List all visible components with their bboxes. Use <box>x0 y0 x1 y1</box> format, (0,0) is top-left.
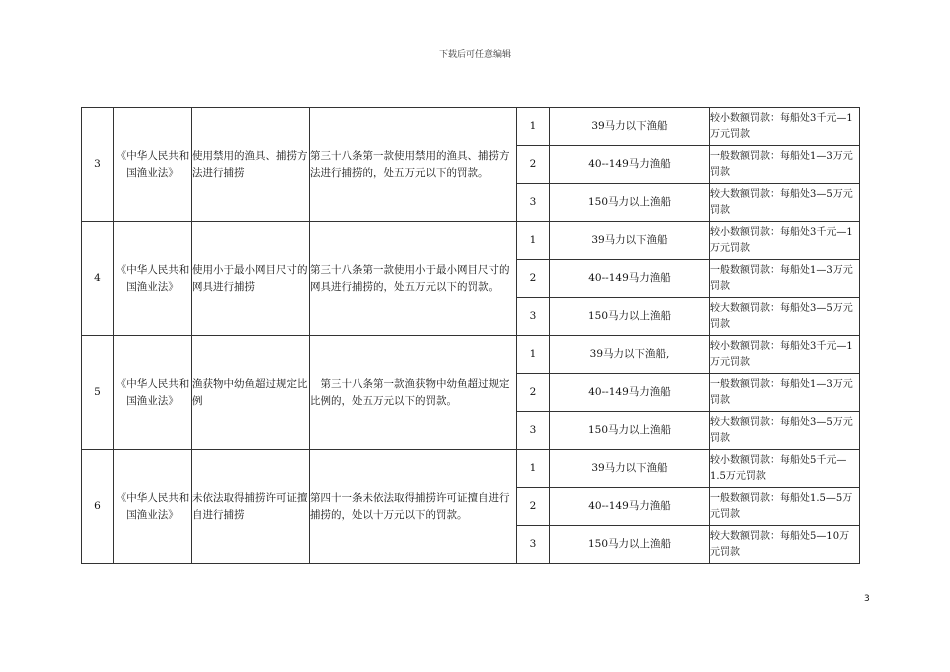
sub-index: 1 <box>517 336 550 374</box>
sub-index: 3 <box>517 184 550 222</box>
table-row <box>82 336 860 374</box>
law-clause: 第三十八条第一款使用禁用的渔具、捕捞方法进行捕捞的，处五万元以下的罚款。 <box>310 108 517 222</box>
fine-range: 较小数额罚款：每船处5千元—1.5万元罚款 <box>710 450 860 488</box>
boat-class: 150马力以上渔船 <box>550 526 710 564</box>
boat-class: 39马力以下渔船 <box>550 450 710 488</box>
row-number: 5 <box>82 336 114 450</box>
violation-act: 使用小于最小网目尺寸的网具进行捕捞 <box>192 222 310 336</box>
sub-index: 1 <box>517 450 550 488</box>
fine-range: 较小数额罚款：每船处3千元—1万元罚款 <box>710 222 860 260</box>
row-number: 4 <box>82 222 114 336</box>
law-clause: 第四十一条未依法取得捕捞许可证擅自进行捕捞的，处以十万元以下的罚款。 <box>310 450 517 564</box>
fine-range: 较大数额罚款：每船处3—5万元罚款 <box>710 412 860 450</box>
table-row <box>82 450 860 488</box>
boat-class: 40--149马力渔船 <box>550 146 710 184</box>
boat-class: 150马力以上渔船 <box>550 412 710 450</box>
boat-class: 40--149马力渔船 <box>550 374 710 412</box>
boat-class: 39马力以下渔船, <box>550 336 710 374</box>
fine-range: 较小数额罚款：每船处3千元—1万元罚款 <box>710 108 860 146</box>
law-name: 《中华人民共和国渔业法》 <box>114 336 192 450</box>
law-name: 《中华人民共和国渔业法》 <box>114 222 192 336</box>
penalty-table <box>81 107 860 564</box>
fine-range: 较大数额罚款：每船处3—5万元罚款 <box>710 298 860 336</box>
sub-index: 1 <box>517 222 550 260</box>
row-number: 6 <box>82 450 114 564</box>
fine-range: 较大数额罚款：每船处5—10万元罚款 <box>710 526 860 564</box>
violation-act: 渔获物中幼鱼超过规定比例 <box>192 336 310 450</box>
boat-class: 40--149马力渔船 <box>550 488 710 526</box>
violation-act: 未依法取得捕捞许可证擅自进行捕捞 <box>192 450 310 564</box>
violation-act: 使用禁用的渔具、捕捞方法进行捕捞 <box>192 108 310 222</box>
fine-range: 一般数额罚款：每船处1.5—5万元罚款 <box>710 488 860 526</box>
fine-range: 较小数额罚款：每船处3千元—1万元罚款 <box>710 336 860 374</box>
table-row <box>82 108 860 146</box>
sub-index: 1 <box>517 108 550 146</box>
law-name: 《中华人民共和国渔业法》 <box>114 450 192 564</box>
boat-class: 39马力以下渔船 <box>550 108 710 146</box>
sub-index: 2 <box>517 146 550 184</box>
law-clause: 第三十八条第一款渔获物中幼鱼超过规定比例的，处五万元以下的罚款。 <box>310 336 517 450</box>
boat-class: 150马力以上渔船 <box>550 184 710 222</box>
boat-class: 40--149马力渔船 <box>550 260 710 298</box>
law-name: 《中华人民共和国渔业法》 <box>114 108 192 222</box>
fine-range: 一般数额罚款：每船处1—3万元罚款 <box>710 374 860 412</box>
fine-range: 一般数额罚款：每船处1—3万元罚款 <box>710 260 860 298</box>
sub-index: 2 <box>517 260 550 298</box>
table-row <box>82 222 860 260</box>
page-number: 3 <box>864 594 870 604</box>
fine-range: 较大数额罚款：每船处3—5万元罚款 <box>710 184 860 222</box>
fine-range: 一般数额罚款：每船处1—3万元罚款 <box>710 146 860 184</box>
row-number: 3 <box>82 108 114 222</box>
sub-index: 3 <box>517 526 550 564</box>
sub-index: 3 <box>517 412 550 450</box>
boat-class: 39马力以下渔船 <box>550 222 710 260</box>
sub-index: 3 <box>517 298 550 336</box>
page-header: 下载后可任意编辑 <box>438 50 511 60</box>
boat-class: 150马力以上渔船 <box>550 298 710 336</box>
law-clause: 第三十八条第一款使用小于最小网目尺寸的网具进行捕捞的，处五万元以下的罚款。 <box>310 222 517 336</box>
sub-index: 2 <box>517 374 550 412</box>
sub-index: 2 <box>517 488 550 526</box>
